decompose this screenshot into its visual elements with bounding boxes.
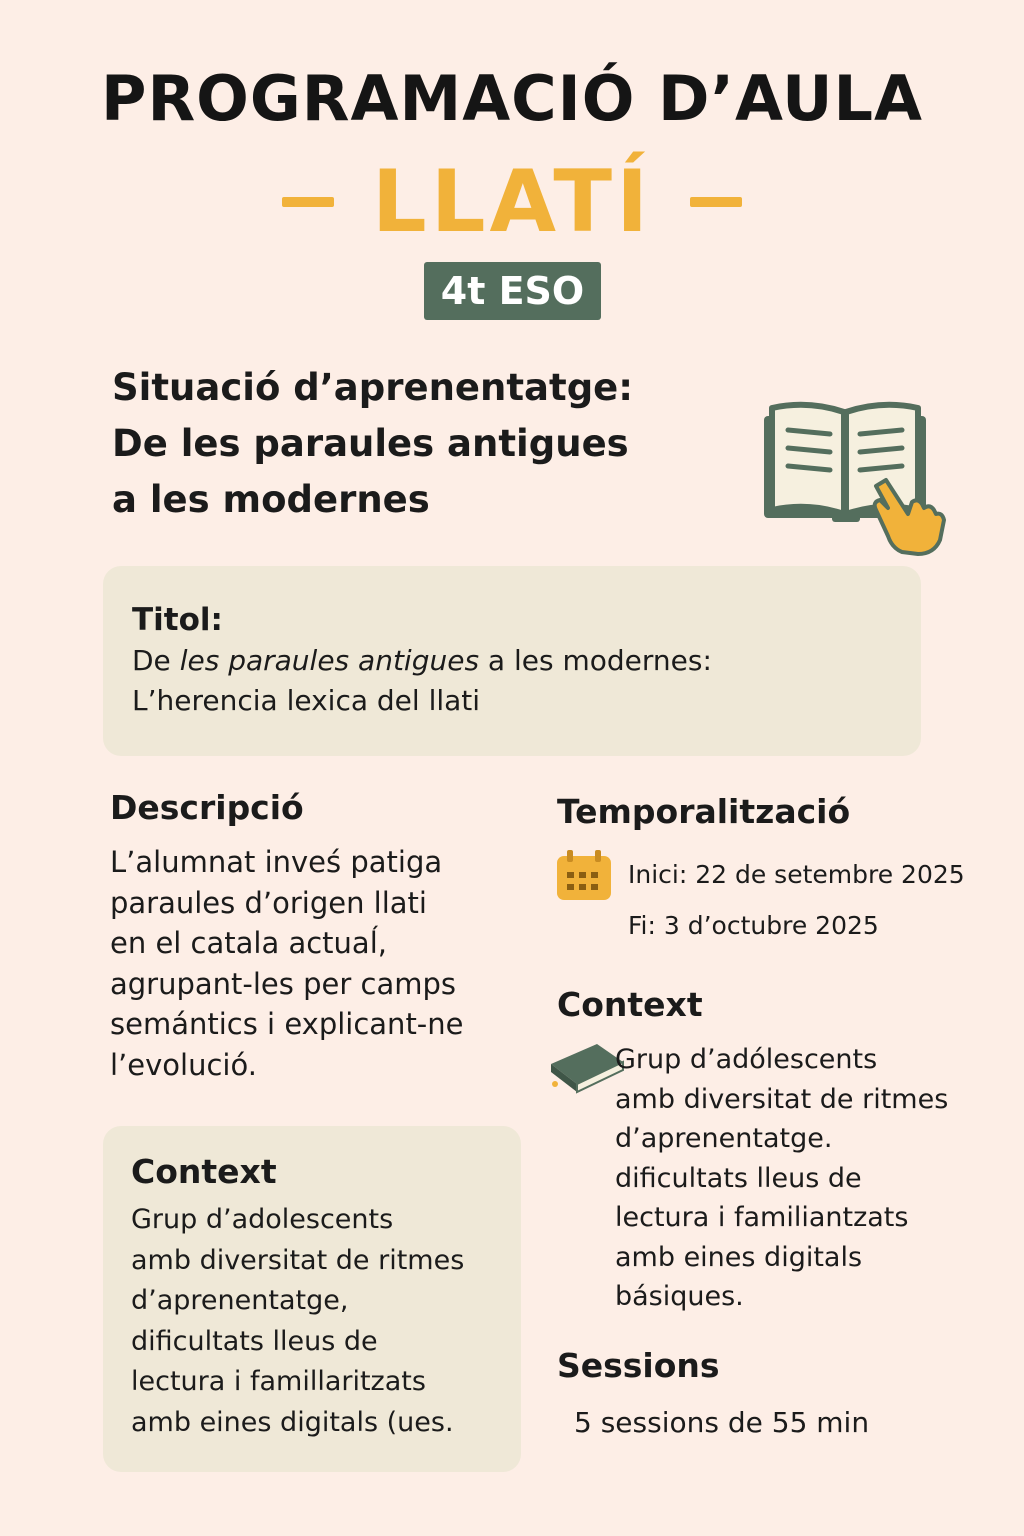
title-line-1-suffix: a les modernes: (479, 644, 712, 677)
context-line: amb eines digitals (615, 1241, 863, 1273)
context-card-line: lectura i famillaritzats (131, 1366, 426, 1397)
context-line: d’aprenentatge. (615, 1123, 833, 1154)
page-title: PROGRAMACIÓ D’AULA (101, 62, 923, 135)
context-card-line: d’aprenentatge, (131, 1285, 349, 1316)
right-dash (690, 197, 742, 207)
context-text (615, 1040, 948, 1317)
description-line: l’evolució. (110, 1047, 257, 1082)
subject-title: LLATÍ (371, 152, 653, 252)
description-line: paraules d’origen llati (110, 885, 427, 920)
context-card (103, 1126, 521, 1472)
title-card (103, 566, 921, 756)
calendar-icon (555, 850, 613, 902)
context-card-line: amb diversitat de ritmes (131, 1244, 465, 1276)
context-line: Grup d’adólescents (615, 1044, 878, 1075)
schedule-heading: Temporalització (557, 792, 851, 831)
context-card-line: dificultats lleus de (131, 1325, 378, 1357)
left-dash (282, 197, 334, 207)
learning-situation-line: a les modernes (112, 478, 430, 521)
schedule-start: Inici: 22 de setembre 2025 (628, 860, 965, 889)
context-card-text (131, 1200, 464, 1443)
context-card-line: amb eines digitals (ues. (131, 1406, 454, 1438)
title-label: Titol: (132, 602, 223, 638)
title-line-1-prefix: De (132, 644, 171, 677)
sessions-text: 5 sessions de 55 min (574, 1406, 870, 1439)
learning-situation-heading (112, 360, 732, 528)
description-line: agrupant-les per camps (110, 966, 456, 1001)
description-text (110, 842, 464, 1085)
context-line: dificultats lleus de (615, 1162, 862, 1194)
context-heading: Context (557, 985, 703, 1024)
description-line: semántics i explicant-ne (110, 1007, 464, 1041)
learning-situation-line: Situació d’aprenentatge: (112, 366, 634, 409)
context-card-line: Grup d’adolescents (131, 1204, 394, 1235)
description-heading: Descripció (110, 788, 304, 827)
description-line: L’alumnat inveś patiga (110, 845, 443, 879)
context-line: lectura i familiantzats (615, 1202, 909, 1233)
open-book-pointer-icon (758, 398, 946, 558)
schedule-end: Fi: 3 d’octubre 2025 (628, 911, 879, 940)
title-line-1-italic: les paraules antigues (170, 644, 480, 677)
subject-heading (0, 152, 1024, 252)
level-badge: 4t ESO (424, 262, 601, 320)
context-line: básiques. (615, 1281, 744, 1312)
title-line-2: L’herencia lexica del llati (132, 684, 481, 717)
sessions-heading: Sessions (557, 1346, 720, 1385)
context-card-heading: Context (131, 1152, 277, 1191)
learning-situation-line: De les paraules antigues (112, 422, 629, 465)
description-line: en el catala actuaĺ, (110, 926, 387, 960)
context-line: amb diversitat de ritmes (615, 1083, 949, 1115)
title-line-1 (132, 644, 712, 677)
